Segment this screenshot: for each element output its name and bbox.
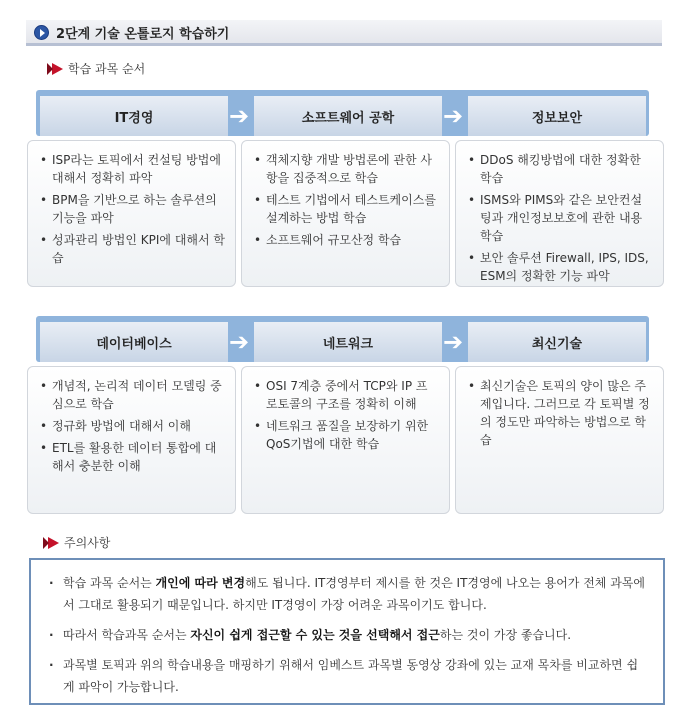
- list-item: • ISMS와 PIMS와 같은 보안컨설팅과 개인정보보호에 관한 내용 학습: [468, 191, 653, 245]
- arrow-right-icon: ➔: [228, 328, 250, 356]
- notice-emphasis: 개인에 따라 변경: [155, 576, 246, 590]
- step-title: 정보보안: [531, 110, 583, 126]
- step-card-security: [455, 140, 664, 287]
- step-card-software-engineering: [241, 140, 450, 287]
- step-tab-database: [40, 322, 228, 362]
- red-arrow-icon: [48, 537, 59, 549]
- page-header: [26, 20, 662, 46]
- step-title: IT경영: [114, 110, 154, 126]
- step-title: 최신기술: [531, 336, 583, 352]
- step-tab-network: [254, 322, 442, 362]
- step-card-database: [27, 366, 236, 514]
- step-card-it-management: [27, 140, 236, 287]
- notice-item: · 과목별 토픽과 위의 학습내용을 매핑하기 위해서 임베스트 과목별 동영상 강좌에 있는 교재 목차를 비교하면 쉽게 파악이 가능합니다.: [47, 654, 649, 698]
- list-item: • ETL를 활용한 데이터 통합에 대해서 충분한 이해: [40, 439, 225, 475]
- list-item: • DDoS 해킹방법에 대한 정확한 학습: [468, 151, 653, 187]
- step-tab-latest-tech: [468, 322, 646, 362]
- list-item: • 보안 솔루션 Firewall, IPS, IDS, ESM의 정확한 기능 파악: [468, 249, 653, 285]
- list-item: • 소프트웨어 규모산정 학습: [254, 231, 439, 249]
- step-title: 데이터베이스: [96, 336, 172, 352]
- red-arrow-icon: [52, 63, 63, 75]
- step-tab-security: [468, 96, 646, 136]
- page-title: 2단계 기술 온톨로지 학습하기: [56, 27, 230, 42]
- step-tab-software-engineering: [254, 96, 442, 136]
- step-tab-it-management: [40, 96, 228, 136]
- notice-item: · 학습 과목 순서는 개인에 따라 변경해도 됩니다. IT경영부터 제시를 한 것은 IT경영에 나오는 용어가 전체 과목에서 그대로 활용되기 때문입니다. 하지만 IT경영이 가장 어려운 과목이기도 합니다.: [47, 572, 649, 616]
- notice-label: 주의사항: [64, 536, 111, 550]
- step-title: 네트워크: [322, 336, 374, 352]
- list-item: • 테스트 기법에서 테스트케이스를 설계하는 방법 학습: [254, 191, 439, 227]
- arrow-right-icon: ➔: [228, 102, 250, 130]
- list-item: • 개념적, 논리적 데이터 모델링 중심으로 학습: [40, 377, 225, 413]
- circle-arrow-icon: [34, 25, 49, 40]
- list-item: • 성과관리 방법인 KPI에 대해서 학습: [40, 231, 225, 267]
- list-item: • 정규화 방법에 대해서 이해: [40, 417, 225, 435]
- list-item: • 네트워크 품질을 보장하기 위한 QoS기법에 대한 학습: [254, 417, 439, 453]
- list-item: • ISP라는 토픽에서 컨설팅 방법에 대해서 정확히 파악: [40, 151, 225, 187]
- list-item: • 최신기술은 토픽의 양이 많은 주제입니다. 그러므로 각 토픽별 정의 정도만 파악하는 방법으로 학습: [468, 377, 653, 449]
- step-card-latest-tech: [455, 366, 664, 514]
- list-item: • OSI 7계층 중에서 TCP와 IP 프로토콜의 구조를 정확히 이해: [254, 377, 439, 413]
- course-order-label: 학습 과목 순서: [68, 62, 146, 76]
- arrow-right-icon: ➔: [442, 328, 464, 356]
- notice-box: [29, 558, 665, 705]
- notice-emphasis: 자신이 쉽게 접근할 수 있는 것을 선택해서 접근: [190, 628, 440, 642]
- notice-item: · 따라서 학습과목 순서는 자신이 쉽게 접근할 수 있는 것을 선택해서 접근하는 것이 가장 좋습니다.: [47, 624, 649, 646]
- arrow-right-icon: ➔: [442, 102, 464, 130]
- step-card-network: [241, 366, 450, 514]
- step-title: 소프트웨어 공학: [301, 110, 395, 126]
- list-item: • 객체지향 개발 방법론에 관한 사항을 집중적으로 학습: [254, 151, 439, 187]
- list-item: • BPM을 기반으로 하는 솔루션의 기능을 파악: [40, 191, 225, 227]
